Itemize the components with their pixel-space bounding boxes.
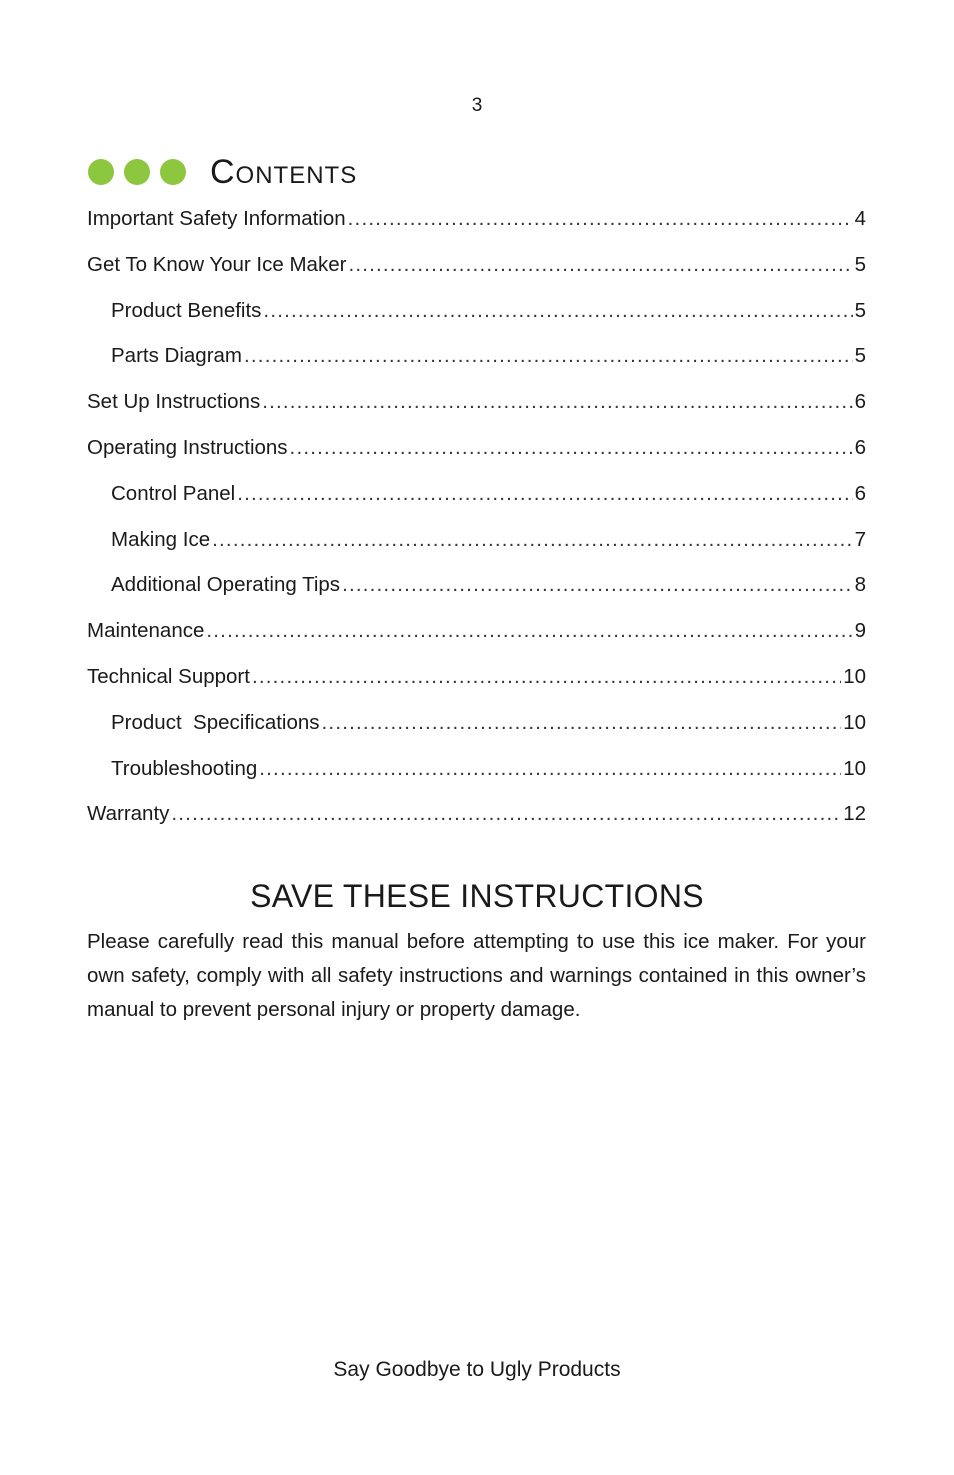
toc-subentry[interactable] (87, 288, 866, 334)
toc-dot-leader (322, 700, 842, 746)
toc-entry-label: Control Panel (111, 481, 236, 505)
toc-entry-label: Parts Diagram (111, 344, 243, 368)
toc-entry-page: 6 (854, 390, 866, 414)
toc-entry[interactable] (87, 608, 866, 654)
toc-entry-label: Set Up Instructions (87, 390, 261, 414)
toc-entry-page: 5 (854, 298, 866, 322)
green-dot-icon (124, 159, 150, 185)
toc-dot-leader (290, 425, 853, 471)
toc-entry-label: Warranty (87, 802, 170, 826)
toc-entry-page: 7 (854, 527, 866, 551)
toc-subentry[interactable] (87, 700, 866, 746)
toc-dot-leader (206, 608, 852, 654)
toc-dot-leader (348, 242, 852, 288)
toc-entry-page: 10 (843, 664, 866, 688)
toc-entry-page: 10 (843, 756, 866, 780)
contents-title: Contents (210, 152, 358, 191)
toc-dot-leader (252, 654, 841, 700)
toc-entry-page: 5 (854, 344, 866, 368)
page-number: 3 (471, 95, 483, 116)
toc-entry[interactable] (87, 425, 866, 471)
page-footer: Say Goodbye to Ugly Products (333, 1358, 621, 1381)
toc-entry-page: 12 (843, 802, 866, 826)
toc-dot-leader (262, 379, 852, 425)
toc-entry[interactable] (87, 791, 866, 837)
heading-dots (88, 159, 186, 185)
toc-dot-leader (348, 196, 853, 242)
toc-subentry[interactable] (87, 746, 866, 792)
toc-dot-leader (244, 333, 853, 379)
toc-subentry[interactable] (87, 562, 866, 608)
toc-dot-leader (237, 471, 852, 517)
green-dot-icon (88, 159, 114, 185)
toc-entry-label: Making Ice (111, 527, 211, 551)
toc-entry[interactable] (87, 379, 866, 425)
toc-entry-label: Additional Operating Tips (111, 573, 341, 597)
toc-subentry[interactable] (87, 471, 866, 517)
toc-dot-leader (212, 517, 852, 563)
table-of-contents (87, 196, 866, 837)
toc-entry[interactable] (87, 242, 866, 288)
toc-dot-leader (171, 791, 841, 837)
toc-subentry[interactable] (87, 333, 866, 379)
toc-entry-label: Maintenance (87, 619, 205, 643)
toc-entry-label: Operating Instructions (87, 435, 288, 459)
toc-subentry[interactable] (87, 517, 866, 563)
toc-entry-page: 8 (854, 573, 866, 597)
toc-entry-label: Product Specifications (111, 710, 320, 734)
toc-entry[interactable] (87, 196, 866, 242)
toc-entry-label: Important Safety Information (87, 207, 346, 230)
toc-entry-page: 6 (854, 435, 866, 459)
toc-entry-page: 4 (854, 207, 866, 230)
toc-entry[interactable] (87, 654, 866, 700)
toc-entry-label: Get To Know Your Ice Maker (87, 252, 347, 276)
toc-entry-page: 5 (854, 252, 866, 276)
save-instructions-body: Please carefully read this manual before attempting to use this ice maker. For your own safety, comply with all safety instructions and warnings contained in this owner’s manual to prevent personal injury or property damage. (87, 930, 866, 1021)
toc-dot-leader (342, 562, 853, 608)
toc-entry-page: 6 (854, 481, 866, 505)
toc-entry-page: 10 (843, 710, 866, 734)
toc-dot-leader (263, 288, 852, 334)
toc-entry-page: 9 (854, 619, 866, 643)
save-instructions-title: SAVE THESE INSTRUCTIONS (250, 878, 704, 914)
green-dot-icon (160, 159, 186, 185)
toc-dot-leader (259, 746, 841, 792)
toc-entry-label: Product Benefits (111, 298, 262, 322)
toc-entry-label: Technical Support (87, 664, 250, 688)
contents-heading (88, 150, 357, 194)
toc-entry-label: Troubleshooting (111, 756, 258, 780)
